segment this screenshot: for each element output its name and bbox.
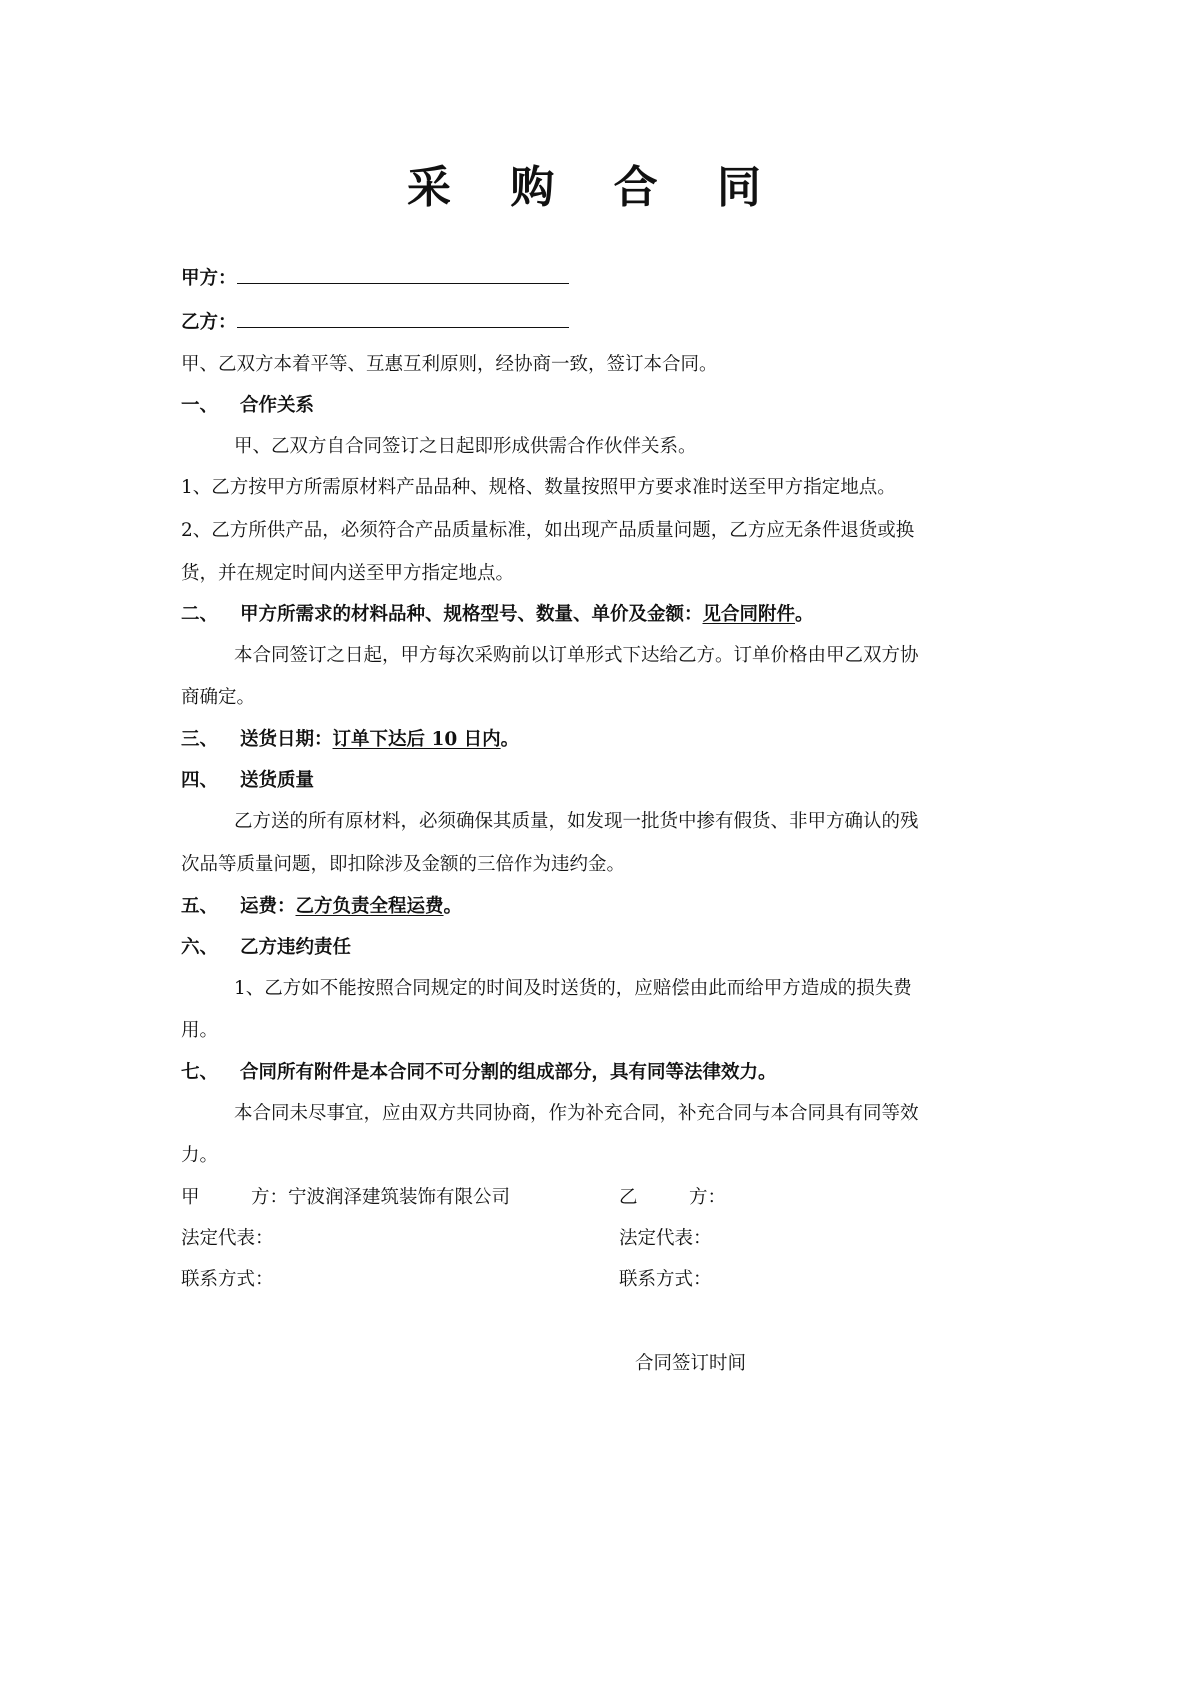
sig-party-b (619, 1184, 726, 1212)
section-2-title-end: 。 (795, 604, 814, 625)
page-title: 采 购 合 同 (407, 162, 783, 213)
section-6-heading (181, 934, 351, 962)
sig-contact-b: 联系方式： (619, 1269, 712, 1290)
section-5-number: 五、 (181, 896, 219, 917)
section-1-p3b: 货，并在规定时间内送至甲方指定地点。 (181, 563, 515, 584)
party-a-line (181, 265, 569, 293)
section-5-heading (181, 893, 462, 921)
section-7-number: 七、 (181, 1062, 219, 1083)
section-1-title: 合作关系 (240, 395, 315, 416)
section-5-title-end: 。 (443, 896, 463, 917)
section-7-heading (181, 1059, 777, 1087)
party-b-line (181, 309, 569, 337)
section-4-heading (181, 767, 314, 795)
sig-party-b-label-1: 乙 (619, 1187, 638, 1208)
sig-party-a-label-2: 方： (251, 1187, 289, 1208)
section-1-p3a: 2、乙方所供产品，必须符合产品质量标准，如出现产品质量问题，乙方应无条件退货或换 (181, 520, 915, 541)
sig-rep-b: 法定代表： (619, 1228, 712, 1249)
section-6-title: 乙方违约责任 (240, 937, 352, 958)
sig-contact-a: 联系方式： (181, 1269, 274, 1290)
section-7-title: 合同所有附件是本合同不可分割的组成部分，具有同等法律效力。 (240, 1062, 777, 1083)
section-2-p1b: 商确定。 (181, 687, 256, 708)
party-b-blank (237, 309, 569, 328)
section-4-title: 送货质量 (240, 770, 315, 791)
section-3-number: 三、 (181, 729, 219, 750)
section-4-p1a: 乙方送的所有原材料，必须确保其质量，如发现一批货中掺有假货、非甲方确认的残 (234, 811, 919, 832)
section-5-title: 运费： (240, 896, 296, 917)
section-6-p1a: 1、乙方如不能按照合同规定的时间及时送货的，应赔偿由此而给甲方造成的损失费 (234, 978, 912, 999)
sig-party-a-label-1: 甲 (181, 1187, 200, 1208)
section-7-p1b: 力。 (181, 1145, 219, 1166)
party-a-label: 甲方： (181, 268, 237, 289)
section-3-heading (181, 726, 519, 754)
section-2-title-underlined: 见合同附件 (702, 604, 796, 625)
sign-date-label: 合同签订时间 (635, 1353, 747, 1374)
section-6-p1b: 用。 (181, 1020, 219, 1041)
section-2-number: 二、 (181, 604, 219, 625)
sig-rep-a: 法定代表： (181, 1228, 274, 1249)
section-1-number: 一、 (181, 395, 219, 416)
section-6-number: 六、 (181, 937, 219, 958)
section-2-title: 甲方所需求的材料品种、规格型号、数量、单价及金额： (240, 604, 703, 625)
sig-party-a (181, 1184, 510, 1212)
section-2-p1a: 本合同签订之日起，甲方每次采购前以订单形式下达给乙方。订单价格由甲乙双方协 (234, 645, 919, 666)
section-5-title-underlined: 乙方负责全程运费 (295, 896, 444, 917)
party-a-blank (237, 265, 569, 284)
section-3-title-end: 。 (500, 729, 520, 750)
sig-party-b-label-2: 方： (689, 1187, 727, 1208)
section-3-title-underlined: 订单下达后 10 日内 (332, 729, 501, 750)
section-4-number: 四、 (181, 770, 219, 791)
party-b-label: 乙方： (181, 312, 237, 333)
section-1-p1: 甲、乙双方自合同签订之日起即形成供需合作伙伴关系。 (234, 436, 697, 457)
section-7-p1a: 本合同未尽事宜，应由双方共同协商，作为补充合同，补充合同与本合同具有同等效 (234, 1103, 919, 1124)
section-1-heading (181, 392, 314, 420)
intro-text: 甲、乙双方本着平等、互惠互利原则，经协商一致，签订本合同。 (181, 354, 718, 375)
section-2-heading (181, 601, 814, 629)
section-3-title: 送货日期： (240, 729, 333, 750)
sig-party-a-name: 宁波润泽建筑装饰有限公司 (288, 1187, 511, 1208)
section-1-p2: 1、乙方按甲方所需原材料产品品种、规格、数量按照甲方要求准时送至甲方指定地点。 (181, 477, 896, 498)
section-4-p1b: 次品等质量问题，即扣除涉及金额的三倍作为违约金。 (181, 854, 626, 875)
